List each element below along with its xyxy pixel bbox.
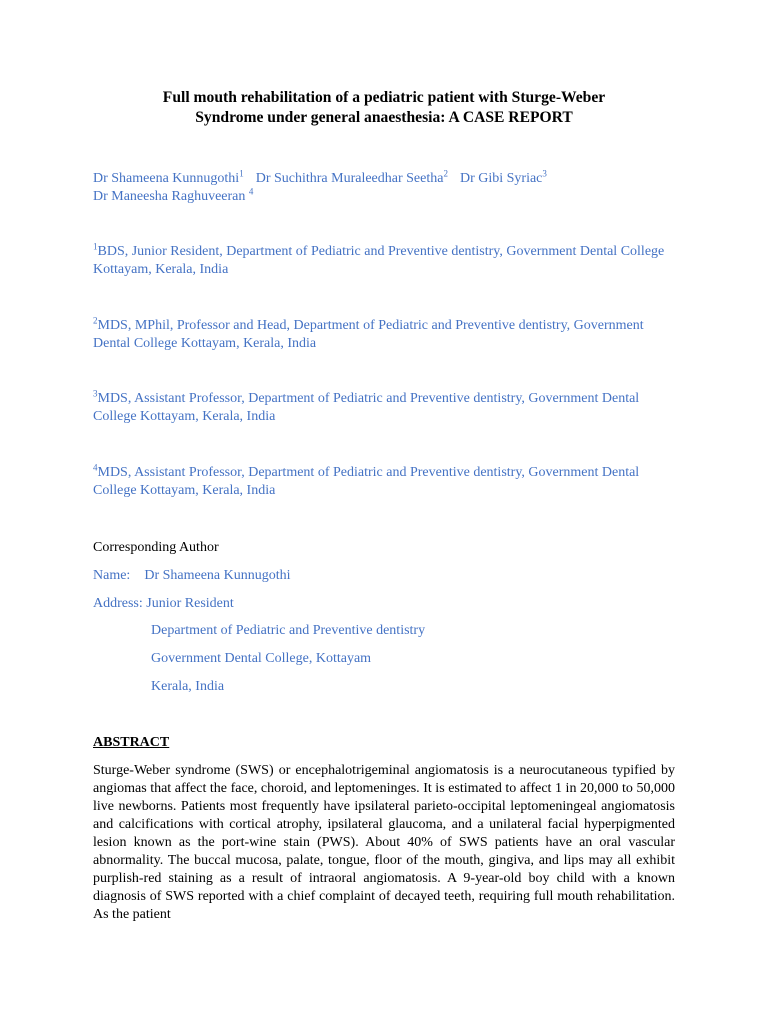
author-sup: 1 (239, 168, 244, 179)
affiliation-1 (93, 243, 675, 279)
address-label: Address: (93, 596, 143, 611)
author-sup: 4 (248, 186, 254, 197)
name-label: Name: (93, 568, 131, 583)
name-value: Dr Shameena Kunnugothi (144, 568, 291, 583)
affiliation-text: MDS, Assistant Professor, Department of Pediatric and Preventive dentistry, Government Dental College Kottayam, Kerala, India (93, 391, 640, 424)
address-line: Government Dental College, Kottayam (151, 651, 372, 666)
author-line-1 (93, 170, 675, 188)
author-name: Dr Gibi Syriac (459, 171, 543, 186)
author-name: Dr Shameena Kunnugothi (93, 171, 240, 186)
affiliation-sup: 1 (93, 241, 98, 252)
author-name: Dr Maneesha Raghuveeran (93, 189, 249, 204)
affiliation-4 (93, 464, 675, 500)
title-line-2: Syndrome under general anaesthesia: A CASE REPORT (195, 109, 573, 126)
affiliation-sup: 4 (93, 462, 98, 473)
affiliation-sup: 2 (93, 315, 98, 326)
corresponding-heading: Corresponding Author (93, 540, 219, 555)
title-line-1: Full mouth rehabilitation of a pediatric patient with Sturge-Weber (162, 89, 606, 106)
address-line: Junior Resident (146, 596, 234, 611)
affiliation-sup: 3 (93, 388, 98, 399)
paper-title (93, 88, 675, 128)
affiliation-text: MDS, Assistant Professor, Department of Pediatric and Preventive dentistry, Government Dental College Kottayam, Kerala, India (93, 465, 640, 498)
affiliation-text: MDS, MPhil, Professor and Head, Department of Pediatric and Preventive dentistry, Government Dental College Kottayam, Kerala, India (93, 318, 644, 351)
author-name: Dr Suchithra Muraleedhar Seetha (255, 171, 444, 186)
abstract-text: Sturge-Weber syndrome (SWS) or encephalotrigeminal angiomatosis is a neurocutaneous typified by angiomas that affect the face, choroid, and leptomeninges. It is estimated to affect 1 in 20,000 to 50,000 live newborns. Patients most frequently have ipsilateral parieto-occipital leptomeningeal angiomatosis and calcifications with cortical atrophy, ipsilateral glaucoma, and a unilateral facial hyperpigmented lesion known as the port-wine stain (PWS). About 40% of SWS patients have an oral vascular abnormality. The buccal mucosa, palate, tongue, floor of the mouth, gingiva, and lips may all exhibit purplish-red staining as a result of intraoral angiomatosis. A 9-year-old boy child with a known diagnosis of SWS reported with a chief complaint of decayed teeth, requiring full mouth rehabilitation. As the patient (93, 763, 675, 922)
address-line: Kerala, India (151, 679, 225, 694)
author-list (93, 170, 675, 206)
author-sup: 3 (542, 168, 547, 179)
author-line-2 (93, 188, 675, 206)
author-sup: 2 (443, 168, 448, 179)
corresponding-address-row (93, 595, 234, 613)
corresponding-name-row (93, 567, 291, 585)
address-line: Department of Pediatric and Preventive dentistry (151, 623, 426, 638)
affiliation-2 (93, 317, 675, 353)
abstract-heading: ABSTRACT (93, 735, 170, 750)
affiliation-text: BDS, Junior Resident, Department of Pediatric and Preventive dentistry, Government Dental College Kottayam, Kerala, India (93, 244, 665, 277)
affiliation-3 (93, 390, 675, 426)
